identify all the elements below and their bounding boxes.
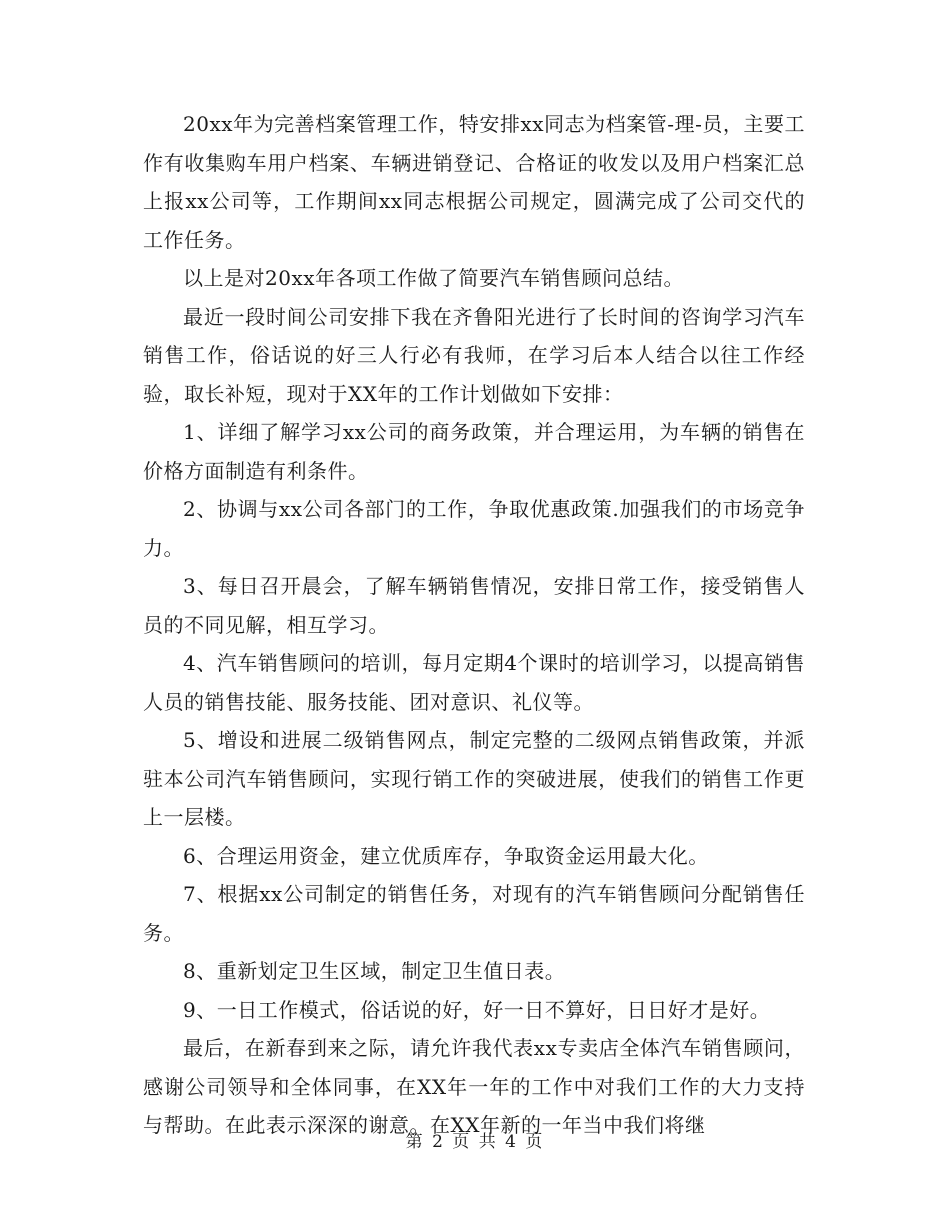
plan-item-5: 5、增设和进展二级销售网点，制定完整的二级网点销售政策，并派驻本公司汽车销售顾问，实现行销工作的突破进展，使我们的销售工作更上一层楼。 [143, 728, 805, 829]
plan-item-6: 6、合理运用资金，建立优质库存，争取资金运用最大化。 [183, 843, 709, 868]
paragraph-plan-intro: 最近一段时间公司安排下我在齐鲁阳光进行了长时间的咨询学习汽车销售工作，俗话说的好三人行必有我师，在学习后本人结合以往工作经验，取长补短，现对于XX年的工作计划做如下安排： [143, 304, 805, 406]
paragraph-summary-note: 以上是对20xx年各项工作做了简要汽车销售顾问总结。 [183, 266, 685, 290]
plan-item-3: 3、每日召开晨会，了解车辆销售情况，安排日常工作，接受销售人员的不同见解，相互学习。 [143, 574, 805, 637]
paragraph-closing: 最后，在新春到来之际，请允许我代表xx专卖店全体汽车销售顾问，感谢公司领导和全体同事，在XX年一年的工作中对我们工作的大力支持与帮助。在此表示深深的谢意。在XX年新的一年当中我们将继 [143, 1036, 805, 1137]
plan-item-9: 9、一日工作模式，俗话说的好，好一日不算好，日日好才是好。 [183, 997, 771, 1022]
plan-item-8: 8、重新划定卫生区域，制定卫生值日表。 [183, 959, 566, 983]
plan-item-2: 2、协调与xx公司各部门的工作，争取优惠政策.加强我们的市场竞争力。 [143, 497, 805, 560]
page-number-footer: 第 2 页 共 4 页 [405, 1132, 545, 1152]
document-body [143, 105, 805, 1145]
paragraph-archive-management: 20xx年为完善档案管理工作，特安排xx同志为档案管-理-员，主要工作有收集购车用户档案、车辆进销登记、合格证的收发以及用户档案汇总上报xx公司等，工作期间xx同志根据公司规定，圆满完成了公司交代的工作任务。 [143, 112, 805, 252]
plan-item-4: 4、汽车销售顾问的培训，每月定期4个课时的培训学习，以提高销售人员的销售技能、服务技能、团对意识、礼仪等。 [143, 651, 805, 714]
plan-item-7: 7、根据xx公司制定的销售任务，对现有的汽车销售顾问分配销售任务。 [143, 882, 805, 945]
plan-item-1: 1、详细了解学习xx公司的商务政策，并合理运用，为车辆的销售在价格方面制造有利条件。 [143, 420, 805, 483]
